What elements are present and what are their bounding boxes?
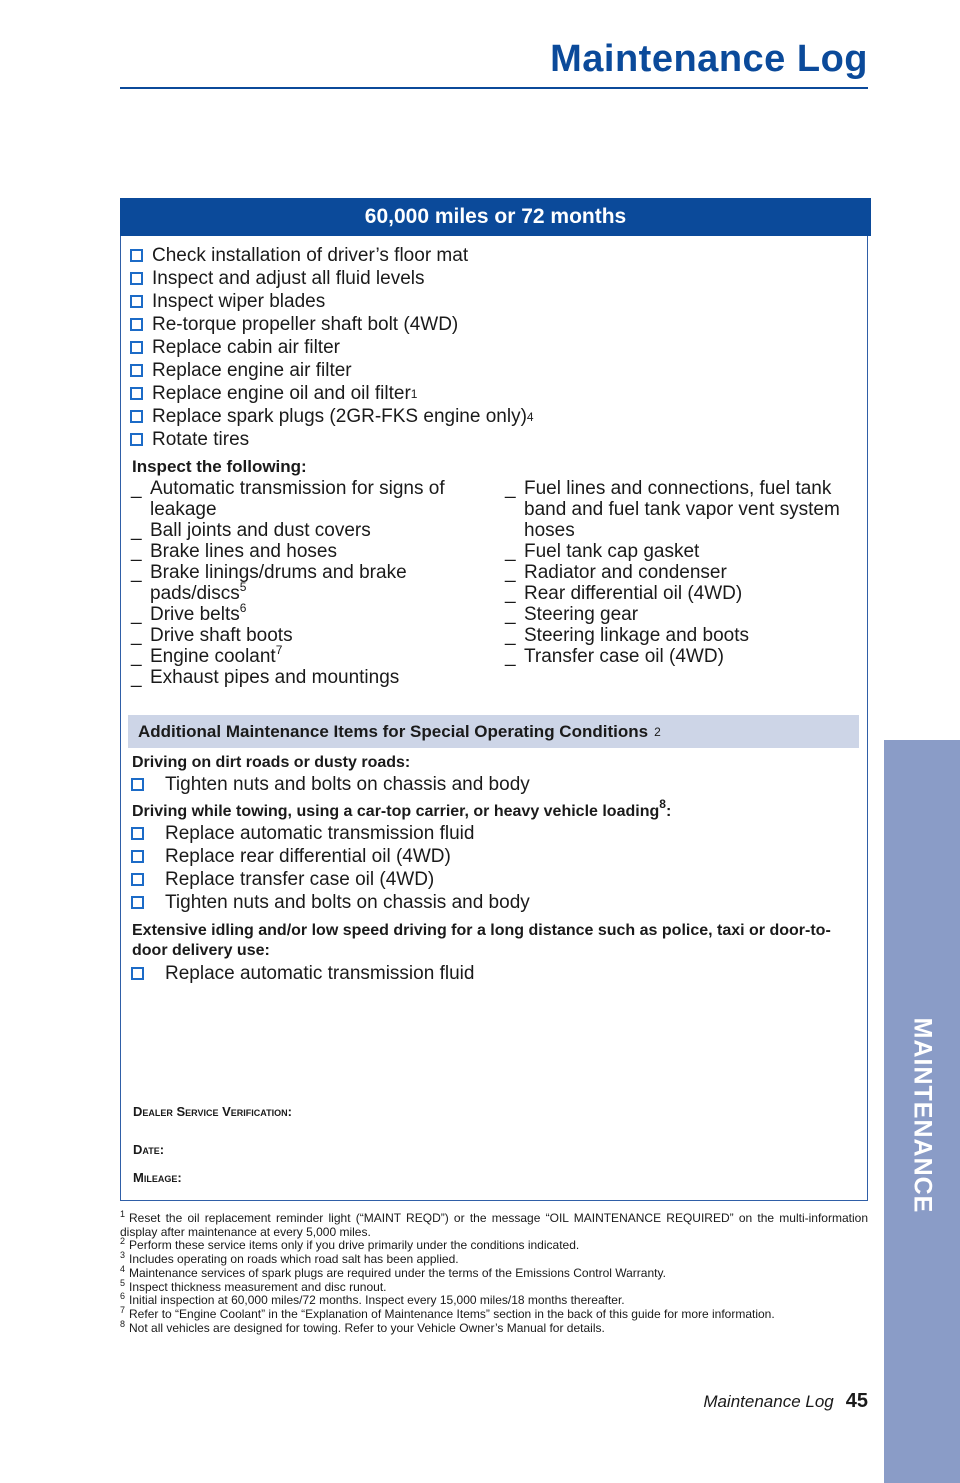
footnote-ref: 8 [659, 797, 666, 811]
checklist-item-label: Check installation of driver’s floor mat [152, 245, 469, 266]
inspect-item [131, 562, 461, 604]
footnote [120, 1318, 868, 1336]
inspect-list-right [505, 478, 845, 667]
inspect-item [505, 625, 845, 646]
condition-title-suffix: : [665, 803, 672, 820]
condition-title-text: Driving while towing, using a car-top carrier, or heavy vehicle loading [132, 803, 660, 820]
checklist-item-label: Tighten nuts and bolts on chassis and body [165, 774, 530, 795]
inspect-item-label: Engine coolant [150, 646, 276, 667]
checklist-item [130, 313, 534, 336]
inspect-item [131, 601, 461, 625]
footnotes [120, 1209, 868, 1335]
page-number: 45 [845, 1390, 868, 1412]
checkbox-icon[interactable] [130, 410, 143, 423]
schedule-header-text: 60,000 miles or 72 months [364, 205, 627, 228]
inspect-item [505, 604, 845, 625]
footnote-number: 4 [120, 1263, 126, 1274]
footnote-ref: 7 [275, 643, 283, 657]
inspect-item-label: Steering linkage and boots [524, 625, 749, 646]
checklist-item [131, 962, 474, 985]
footnote-text: Maintenance services of spark plugs are required under the terms of the Emissions Control Warranty. [129, 1265, 666, 1280]
checklist-item [131, 845, 530, 868]
inspect-item [131, 625, 461, 646]
checklist-item: Replace spark plugs (2GR-FKS engine only) 4 [130, 405, 534, 428]
footnote-number: 1 [120, 1209, 126, 1219]
checklist-item [130, 336, 534, 359]
inspect-item [505, 646, 845, 667]
checklist-item [131, 773, 530, 796]
inspect-item [505, 562, 845, 583]
schedule-checklist [130, 244, 534, 451]
checklist-item [130, 244, 534, 267]
condition-list [131, 773, 530, 796]
footnote [120, 1250, 868, 1267]
checklist-item [131, 891, 530, 914]
footnote [120, 1209, 868, 1239]
condition-list [131, 822, 530, 914]
inspect-item [131, 520, 461, 541]
footnote-number: 3 [120, 1250, 126, 1261]
condition-title [132, 753, 410, 773]
checkbox-icon[interactable] [130, 433, 143, 446]
side-tab-label: MAINTENANCE [908, 1017, 937, 1213]
footnote-text: Inspect thickness measurement and disc runout. [129, 1279, 387, 1294]
checkbox-icon[interactable] [131, 778, 144, 791]
checkbox-icon[interactable] [130, 249, 143, 262]
inspect-item-label: Drive belts [150, 604, 240, 625]
inspect-item-label: Exhaust pipes and mountings [150, 667, 400, 688]
checklist-item-label: Inspect and adjust all fluid levels [152, 268, 425, 289]
inspect-item [131, 667, 461, 688]
footnote-text: Perform these service items only if you drive primarily under the conditions indicated. [129, 1238, 580, 1253]
date-label: Date: [133, 1142, 165, 1157]
condition-title-text: Extensive idling and/or low speed driving for a long distance such as police, taxi or door-to-door delivery use: [132, 922, 831, 959]
checkbox-icon[interactable] [131, 827, 144, 840]
inspect-heading: Inspect the following: [132, 457, 307, 476]
checklist-item-label: Re-torque propeller shaft bolt (4WD) [152, 314, 459, 335]
footnote [120, 1291, 868, 1308]
footnote-text: Refer to “Engine Coolant” in the “Explanation of Maintenance Items” section in the back of this guide for more information. [129, 1306, 775, 1321]
side-tab-label-box [884, 1017, 960, 1213]
title-rule [120, 87, 868, 89]
inspect-item [131, 541, 461, 562]
inspect-list-left [131, 478, 461, 688]
condition-title-text: Driving on dirt roads or dusty roads: [132, 754, 411, 771]
inspect-item-label: Steering gear [524, 604, 639, 625]
checkbox-icon[interactable] [130, 272, 143, 285]
checklist-item [131, 822, 530, 845]
inspect-item-label: Ball joints and dust covers [150, 520, 371, 541]
checkbox-icon[interactable] [131, 850, 144, 863]
special-conditions-header: Additional Maintenance Items for Special Operating Conditions 2 [128, 715, 859, 748]
footer-section-label: Maintenance Log [703, 1392, 834, 1411]
checklist-item-label: Replace automatic transmission fluid [165, 963, 475, 984]
page-title: Maintenance Log [550, 38, 868, 80]
checkbox-icon[interactable] [130, 318, 143, 331]
footnote-number: 2 [120, 1236, 126, 1247]
schedule-header [120, 198, 871, 236]
checklist-item [130, 359, 534, 382]
footnote-ref: 5 [239, 580, 247, 594]
inspect-item [505, 583, 845, 604]
footnote [120, 1304, 868, 1322]
inspect-item-label: Drive shaft boots [150, 625, 293, 646]
checklist-item-label: Rotate tires [152, 429, 250, 450]
footnote-ref: 6 [239, 601, 247, 615]
footnote-text: Not all vehicles are designed for towing. Refer to your Vehicle Owner’s Manual for details. [129, 1320, 605, 1335]
inspect-item-label: Automatic transmission for signs of leakage [150, 478, 445, 520]
inspect-item [505, 478, 845, 541]
mileage-label: Mileage: [133, 1170, 182, 1185]
footnote-text: Reset the oil replacement reminder light (“MAINT REQD”) or the message “OIL MAINTENANCE REQUIRED” on the multi-information display after maintenance at every 5,000 miles. [120, 1211, 868, 1239]
inspect-item [131, 478, 461, 520]
checklist-item [130, 428, 534, 451]
footnote [120, 1263, 868, 1281]
footnote-number: 8 [120, 1318, 126, 1329]
condition-title [132, 797, 672, 822]
checklist-item-label: Inspect wiper blades [152, 291, 326, 312]
checklist-item [131, 868, 530, 891]
checklist-item-label: Replace rear differential oil (4WD) [165, 846, 451, 867]
footnote-number: 7 [120, 1304, 126, 1315]
checkbox-icon[interactable] [131, 896, 144, 909]
footnote-text: Initial inspection at 60,000 miles/72 months. Inspect every 15,000 miles/18 months thereafter. [129, 1293, 625, 1308]
footnote-number: 5 [120, 1277, 126, 1288]
condition-title [132, 921, 832, 961]
checklist-item-label: Tighten nuts and bolts on chassis and body [165, 892, 530, 913]
inspect-item [131, 643, 461, 667]
checklist-item [130, 290, 534, 313]
checklist-item: Replace engine oil and oil filter 1 [130, 382, 534, 405]
inspect-item-label: Rear differential oil (4WD) [524, 583, 743, 604]
inspect-item-label: Brake linings/drums and brake pads/discs [150, 562, 407, 604]
checklist-item-label: Replace automatic transmission fluid [165, 823, 475, 844]
checklist-item-label: Replace transfer case oil (4WD) [165, 869, 435, 890]
checkbox-icon[interactable] [131, 967, 144, 980]
special-conditions-title: Additional Maintenance Items for Special Operating Conditions [138, 721, 649, 741]
checkbox-icon[interactable] [130, 364, 143, 377]
inspect-item-label: Transfer case oil (4WD) [524, 646, 724, 667]
checkbox-icon[interactable] [130, 387, 143, 400]
checkbox-icon[interactable] [131, 873, 144, 886]
checklist-item-label: Replace spark plugs (2GR-FKS engine only) [152, 406, 527, 427]
checklist-item-label: Replace engine air filter [152, 360, 352, 381]
inspect-item-label: Fuel tank cap gasket [524, 541, 700, 562]
checklist-item-label: Replace engine oil and oil filter [152, 383, 411, 404]
checklist-item [130, 267, 534, 290]
inspect-item [505, 541, 845, 562]
dealer-verification-label: Dealer Service Verification: [133, 1104, 292, 1119]
inspect-item-label: Brake lines and hoses [150, 541, 337, 562]
page-footer [703, 1390, 868, 1413]
checkbox-icon[interactable] [130, 295, 143, 308]
condition-list [131, 962, 474, 985]
footnote-number: 6 [120, 1291, 126, 1302]
checkbox-icon[interactable] [130, 341, 143, 354]
inspect-item-label: Fuel lines and connections, fuel tank band and fuel tank vapor vent system hoses [524, 478, 840, 541]
checklist-item-label: Replace cabin air filter [152, 337, 340, 358]
footnote-text: Includes operating on roads which road salt has been applied. [129, 1252, 459, 1267]
inspect-item-label: Radiator and condenser [524, 562, 727, 583]
